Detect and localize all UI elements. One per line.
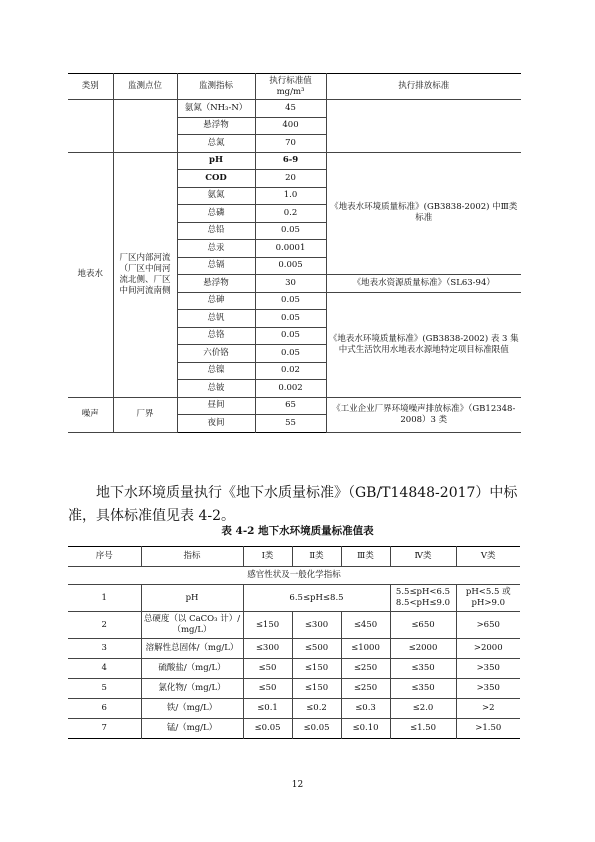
value-cell: ≤0.05 — [292, 719, 341, 739]
value-cell: ≤300 — [292, 612, 341, 639]
value-cell: ≤500 — [292, 639, 341, 659]
table-row — [68, 639, 520, 659]
value-cell: 0.0001 — [255, 240, 326, 258]
value-cell: 0.05 — [255, 345, 326, 363]
value-cell: 0.2 — [255, 205, 326, 223]
value-cell: 70 — [255, 135, 326, 153]
indicator-cell: 氨氮（NH₃-N） — [177, 100, 255, 118]
header-standard-value: 执行标准值 mg/m³ — [255, 74, 326, 100]
value-cell: 400 — [255, 117, 326, 135]
header-class-1: Ⅰ类 — [243, 547, 292, 567]
value-cell: 45 — [255, 100, 326, 118]
header-standard: 执行排放标准 — [326, 74, 521, 100]
indicator-cell: 总硬度（以 CaCO₃ 计）/（mg/L） — [141, 612, 243, 639]
value-cell: ≤0.10 — [341, 719, 390, 739]
category-noise: 噪声 — [68, 397, 113, 432]
value-cell: 0.02 — [255, 362, 326, 380]
standard-gb12348: 《工业企业厂界环境噪声排放标准》（GB12348-2008）3 类 — [326, 397, 521, 432]
indicator-cell: 氨氮 — [177, 187, 255, 205]
value-cell: >1.50 — [456, 719, 520, 739]
value-cell: 65 — [255, 397, 326, 415]
table-header-row — [68, 547, 520, 567]
indicator-cell: 总铍 — [177, 380, 255, 398]
indicator-cell: 昼间 — [177, 397, 255, 415]
row-number: 5 — [68, 679, 141, 699]
value-cell: 55 — [255, 415, 326, 433]
site-boundary: 厂界 — [113, 397, 177, 432]
value-cell: >650 — [456, 612, 520, 639]
row-number: 3 — [68, 639, 141, 659]
value-cell: ≤250 — [341, 679, 390, 699]
indicator-cell: 硫酸盐/（mg/L） — [141, 659, 243, 679]
value-cell: ≤50 — [243, 659, 292, 679]
table-header-row — [68, 74, 521, 100]
row-number: 6 — [68, 699, 141, 719]
surface-water-noise-standards-table — [68, 73, 521, 433]
value-cell: ≤350 — [390, 679, 456, 699]
indicator-cell: 总镉 — [177, 257, 255, 275]
indicator-cell: 总磷 — [177, 205, 255, 223]
value-cell: 1.0 — [255, 187, 326, 205]
value-cell: ≤2000 — [390, 639, 456, 659]
table-row — [68, 699, 520, 719]
indicator-cell: 铁/（mg/L） — [141, 699, 243, 719]
value-cell: >2 — [456, 699, 520, 719]
site-cell-empty — [113, 100, 177, 153]
section-title: 感官性状及一般化学指标 — [68, 567, 520, 585]
table-row — [68, 719, 520, 739]
indicator-cell: 总镍 — [177, 362, 255, 380]
category-surface-water: 地表水 — [68, 152, 113, 397]
row-number: 2 — [68, 612, 141, 639]
value-cell: pH<5.5 或 pH>9.0 — [456, 585, 520, 612]
indicator-cell: pH — [141, 585, 243, 612]
indicator-cell: 锰/（mg/L） — [141, 719, 243, 739]
indicator-cell: 总铬 — [177, 327, 255, 345]
body-paragraph: 地下水环境质量执行《地下水质量标准》（GB/T14848-2017）中标准，具体标准值见表 4-2。 — [68, 485, 518, 524]
groundwater-standards-table — [68, 546, 520, 739]
table-row — [68, 659, 520, 679]
indicator-cell: 总氮 — [177, 135, 255, 153]
standard-sl63: 《地表水资源质量标准》（SL63-94） — [326, 275, 521, 293]
header-class-3: Ⅲ类 — [341, 547, 390, 567]
value-cell: ≤0.3 — [341, 699, 390, 719]
standard-gb3838-table3: 《地表水环境质量标准》(GB3838-2002) 表 3 集中式生活饮用水地表水源地特定项目标准限值 — [326, 292, 521, 397]
value-cell: 0.05 — [255, 292, 326, 310]
indicator-cell: 悬浮物 — [177, 275, 255, 293]
value-cell: ≤1.50 — [390, 719, 456, 739]
indicator-cell: 六价铬 — [177, 345, 255, 363]
page-number: 12 — [291, 780, 304, 790]
standard-cell-empty — [326, 100, 521, 153]
value-cell: 20 — [255, 170, 326, 188]
value-cell: ≤150 — [243, 612, 292, 639]
value-cell: >350 — [456, 679, 520, 699]
value-cell: ≤450 — [341, 612, 390, 639]
table-row — [68, 679, 520, 699]
value-cell: ≤0.2 — [292, 699, 341, 719]
row-number: 1 — [68, 585, 141, 612]
table-row — [68, 612, 520, 639]
value-cell: ≤150 — [292, 659, 341, 679]
header-site: 监测点位 — [113, 74, 177, 100]
value-cell: ≤0.05 — [243, 719, 292, 739]
table-row — [68, 100, 521, 118]
indicator-cell: 总砷 — [177, 292, 255, 310]
value-cell: ≤300 — [243, 639, 292, 659]
value-cell: ≤350 — [390, 659, 456, 679]
value-cell: ≤50 — [243, 679, 292, 699]
header-no: 序号 — [68, 547, 141, 567]
table-caption: 表 4-2 地下水环境质量标准值表 — [221, 525, 374, 537]
value-cell: >2000 — [456, 639, 520, 659]
indicator-cell: 总钒 — [177, 310, 255, 328]
row-number: 7 — [68, 719, 141, 739]
indicator-cell: 悬浮物 — [177, 117, 255, 135]
value-cell: 0.05 — [255, 222, 326, 240]
value-merged-cell: 6.5≤pH≤8.5 — [243, 585, 390, 612]
header-class-5: Ⅴ类 — [456, 547, 520, 567]
header-class-2: Ⅱ类 — [292, 547, 341, 567]
row-number: 4 — [68, 659, 141, 679]
value-cell: >350 — [456, 659, 520, 679]
header-indicator: 监测指标 — [177, 74, 255, 100]
value-cell: ≤150 — [292, 679, 341, 699]
value-cell: ≤0.1 — [243, 699, 292, 719]
indicator-cell: 夜间 — [177, 415, 255, 433]
value-cell: ≤650 — [390, 612, 456, 639]
value-cell: 5.5≤pH<6.5 8.5<pH≤9.0 — [390, 585, 456, 612]
indicator-cell: COD — [177, 170, 255, 188]
table-row — [68, 152, 521, 170]
value-cell: 0.005 — [255, 257, 326, 275]
value-cell: 0.05 — [255, 327, 326, 345]
indicator-cell: 溶解性总固体/（mg/L） — [141, 639, 243, 659]
value-cell: 6-9 — [255, 152, 326, 170]
header-class-4: Ⅳ类 — [390, 547, 456, 567]
indicator-cell: pH — [177, 152, 255, 170]
table-row — [68, 397, 521, 415]
value-cell: 0.002 — [255, 380, 326, 398]
indicator-cell: 氯化物/（mg/L） — [141, 679, 243, 699]
category-cell-empty — [68, 100, 113, 153]
standard-gb3838-iii: 《地表水环境质量标准》(GB3838-2002) 中Ⅲ类标准 — [326, 152, 521, 275]
indicator-cell: 总汞 — [177, 240, 255, 258]
value-cell: ≤250 — [341, 659, 390, 679]
value-cell: 30 — [255, 275, 326, 293]
site-river: 厂区内部河流（厂区中间河流北侧、厂区中间河流南侧 — [113, 152, 177, 397]
header-indicator: 指标 — [141, 547, 243, 567]
value-cell: ≤1000 — [341, 639, 390, 659]
header-category: 类别 — [68, 74, 113, 100]
section-row — [68, 567, 520, 585]
indicator-cell: 总铅 — [177, 222, 255, 240]
table-row — [68, 585, 520, 612]
value-cell: ≤2.0 — [390, 699, 456, 719]
value-cell: 0.05 — [255, 310, 326, 328]
